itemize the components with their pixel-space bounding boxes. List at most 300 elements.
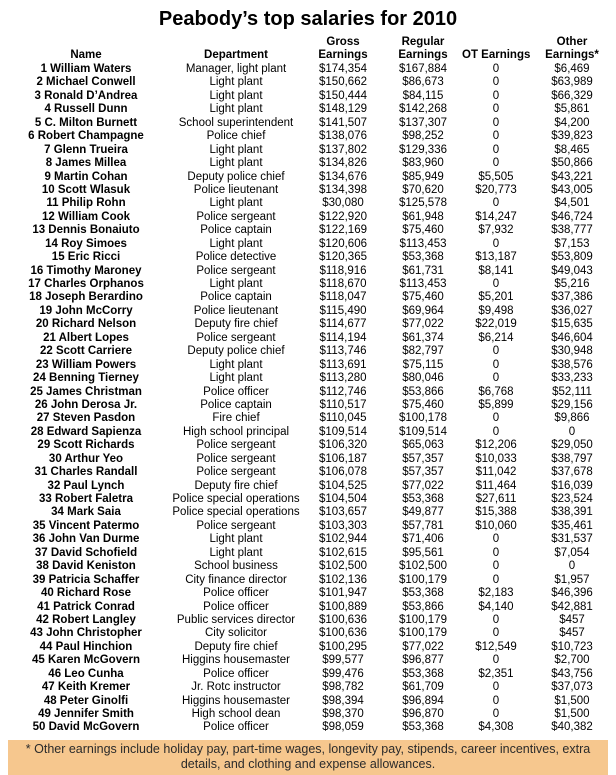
name-cell: 45 Karen McGovern [31, 654, 140, 667]
gross-cell: $120,365 [319, 251, 367, 264]
department-cell: High school dean [191, 708, 281, 720]
department-cell: Police officer [203, 385, 269, 398]
regular-cell: $70,620 [402, 183, 444, 196]
gross-cell: $104,525 [319, 479, 367, 492]
name-cell: 13 Dennis Bonaiuto [32, 224, 140, 237]
regular-cell: $100,179 [399, 573, 447, 586]
ot-cell: 0 [492, 103, 500, 116]
name-cell: 10 Scott Wlasuk [41, 183, 131, 196]
regular-cell: $69,964 [402, 304, 444, 317]
gross-cell: $110,517 [319, 398, 367, 411]
gross-cell: $113,746 [319, 345, 367, 358]
regular-cell: $137,307 [399, 116, 447, 129]
gross-cell: $134,826 [319, 157, 367, 170]
ot-cell: $12,549 [475, 640, 517, 653]
regular-cell: $77,022 [402, 318, 444, 331]
other-cell: $50,866 [551, 157, 593, 170]
name-cell: 27 Steven Pasdon [36, 412, 136, 425]
regular-cell: $83,960 [402, 157, 444, 170]
ot-cell: 0 [492, 412, 500, 425]
regular-cell: $53,368 [402, 493, 444, 505]
name-cell: 14 Roy Simoes [45, 237, 127, 250]
ot-cell: 0 [492, 116, 500, 129]
regular-cell: $71,406 [402, 533, 444, 546]
ot-cell: 0 [492, 533, 500, 546]
other-cell: $1,500 [554, 708, 590, 720]
other-cell: $37,386 [551, 291, 593, 304]
department-cell: Deputy fire chief [194, 640, 278, 653]
column-header-other-earnings [530, 36, 614, 62]
gross-cell: $122,920 [319, 210, 367, 223]
department-cell: Public services director [176, 613, 296, 626]
regular-cell: $82,797 [402, 345, 444, 358]
department-cell: Light plant [209, 89, 263, 102]
table-row [2, 117, 616, 130]
regular-cell: $95,561 [402, 546, 444, 559]
department-cell: Deputy fire chief [194, 318, 278, 331]
name-cell: 37 David Schofield [34, 546, 138, 559]
department-cell: Police sergeant [196, 452, 276, 465]
department-cell: Light plant [209, 372, 263, 385]
regular-cell: $85,949 [402, 170, 444, 183]
column-header-line: Name [70, 49, 102, 61]
ot-cell: 0 [492, 372, 500, 385]
ot-cell: $9,498 [478, 304, 514, 317]
department-cell: Police sergeant [196, 519, 276, 532]
regular-cell: $61,731 [402, 264, 444, 277]
ot-cell: $5,201 [478, 291, 514, 304]
department-cell: Police officer [203, 600, 269, 613]
name-cell: 29 Scott Richards [37, 439, 135, 452]
ot-cell: 0 [492, 613, 500, 626]
gross-cell: $110,045 [319, 412, 367, 425]
regular-cell: $102,500 [399, 560, 447, 573]
name-cell: 44 Paul Hinchion [39, 640, 133, 653]
table-header-row [2, 36, 616, 62]
name-cell: 1 William Waters [40, 63, 132, 75]
department-cell: Police officer [203, 721, 269, 734]
column-header-line: Earnings* [545, 49, 599, 61]
other-cell: $4,501 [554, 197, 590, 210]
gross-cell: $150,662 [319, 76, 367, 89]
department-cell: Deputy police chief [187, 170, 285, 183]
department-cell: Police special operations [172, 506, 300, 519]
ot-cell: $27,611 [475, 493, 517, 505]
gross-cell: $99,476 [322, 667, 364, 680]
regular-cell: $96,877 [402, 654, 444, 667]
ot-cell: $8,141 [478, 264, 514, 277]
other-cell: 0 [568, 560, 576, 573]
department-cell: Higgins housemaster [181, 694, 291, 707]
regular-cell: $80,046 [402, 372, 444, 385]
regular-cell: $53,368 [402, 251, 444, 264]
ot-cell: $5,899 [478, 398, 514, 411]
table-row [2, 157, 616, 170]
ot-cell: $10,060 [475, 519, 517, 532]
name-cell: 9 Martin Cohan [44, 170, 128, 183]
name-cell: 38 David Keniston [36, 560, 136, 573]
name-cell: 35 Vincent Patermo [32, 519, 140, 532]
gross-cell: $122,169 [319, 224, 367, 237]
other-cell: $5,216 [554, 278, 590, 290]
name-cell: 7 Glenn Trueira [44, 143, 128, 156]
ot-cell: $5,505 [478, 170, 514, 183]
other-cell: $10,723 [551, 640, 593, 653]
department-cell: High school principal [182, 425, 290, 438]
other-cell: $9,866 [554, 412, 590, 425]
regular-cell: $113,453 [399, 237, 447, 250]
table-row [2, 184, 616, 197]
other-cell: $46,604 [551, 331, 593, 344]
gross-cell: $30,080 [322, 197, 364, 210]
department-cell: Police officer [203, 667, 269, 680]
other-cell: $31,537 [551, 533, 593, 546]
name-cell: 17 Charles Orphanos [28, 278, 144, 290]
ot-cell: 0 [492, 76, 500, 89]
column-header-department [170, 49, 302, 62]
other-cell: $15,635 [551, 318, 593, 331]
table-row [2, 224, 616, 237]
other-cell: $46,396 [551, 587, 593, 600]
table-row [2, 265, 616, 278]
regular-cell: $61,709 [402, 681, 444, 694]
gross-cell: $99,577 [322, 654, 364, 667]
gross-cell: $102,615 [319, 546, 367, 559]
regular-cell: $129,336 [399, 143, 447, 156]
table-row [2, 63, 616, 76]
table-row [2, 601, 616, 614]
gross-cell: $98,394 [322, 694, 364, 707]
name-cell: 46 Leo Cunha [48, 667, 124, 680]
name-cell: 5 C. Milton Burnett [34, 116, 138, 129]
table-row [2, 426, 616, 439]
ot-cell: 0 [492, 278, 500, 290]
column-header-line: Earnings [318, 49, 368, 61]
gross-cell: $98,059 [322, 721, 364, 734]
gross-cell: $106,320 [319, 439, 367, 452]
ot-cell: 0 [492, 130, 500, 143]
name-cell: 21 Albert Lopes [43, 331, 129, 344]
table-row [2, 251, 616, 264]
column-header-ot-earnings [462, 49, 530, 62]
regular-cell: $75,460 [402, 224, 444, 237]
table-row [2, 453, 616, 466]
name-cell: 19 John McCorry [39, 304, 133, 317]
gross-cell: $113,691 [319, 358, 367, 371]
ot-cell: $4,140 [478, 600, 514, 613]
regular-cell: $98,252 [402, 130, 444, 143]
column-header-line: Gross [326, 36, 360, 48]
other-cell: $43,005 [551, 183, 593, 196]
table-row [2, 480, 616, 493]
table-row [2, 238, 616, 251]
table-row [2, 520, 616, 533]
ot-cell: 0 [492, 157, 500, 170]
other-cell: $33,233 [551, 372, 593, 385]
table-row [2, 90, 616, 103]
other-cell: $1,500 [554, 694, 590, 707]
gross-cell: $98,370 [322, 708, 364, 720]
regular-cell: $77,022 [402, 640, 444, 653]
name-cell: 36 John Van Durme [32, 533, 140, 546]
other-cell: $7,054 [554, 546, 590, 559]
department-cell: Police sergeant [196, 264, 276, 277]
ot-cell: 0 [492, 237, 500, 250]
department-cell: Police captain [200, 291, 272, 304]
department-cell: Police sergeant [196, 466, 276, 479]
department-cell: Light plant [209, 533, 263, 546]
regular-cell: $100,179 [399, 613, 447, 626]
other-cell: $37,678 [551, 466, 593, 479]
gross-cell: $118,916 [319, 264, 367, 277]
department-cell: Police chief [206, 130, 266, 143]
salary-table [0, 36, 616, 735]
name-cell: 20 Richard Nelson [35, 318, 137, 331]
other-cell: $38,391 [551, 506, 593, 519]
regular-cell: $65,063 [402, 439, 444, 452]
department-cell: Police sergeant [196, 439, 276, 452]
ot-cell: 0 [492, 143, 500, 156]
table-row [2, 708, 616, 721]
department-cell: Light plant [209, 157, 263, 170]
department-cell: Deputy police chief [187, 345, 285, 358]
table-row [2, 721, 616, 734]
column-header-regular-earnings [384, 36, 462, 62]
table-row [2, 654, 616, 667]
department-cell: Fire chief [212, 412, 260, 425]
table-row [2, 345, 616, 358]
name-cell: 11 Philip Rohn [46, 197, 126, 210]
name-cell: 49 Jennifer Smith [38, 708, 134, 720]
other-cell: $53,809 [551, 251, 593, 264]
regular-cell: $57,781 [402, 519, 444, 532]
table-row [2, 533, 616, 546]
other-cell: 0 [568, 425, 576, 438]
name-cell: 39 Patricia Schaffer [32, 573, 140, 586]
table-row [2, 291, 616, 304]
table-row [2, 466, 616, 479]
column-header-line: Other [556, 36, 588, 48]
ot-cell: $22,019 [475, 318, 517, 331]
other-cell: $52,111 [552, 385, 592, 398]
name-cell: 31 Charles Randall [34, 466, 138, 479]
name-cell: 47 Keith Kremer [41, 681, 131, 694]
table-row [2, 305, 616, 318]
gross-cell: $100,636 [319, 627, 367, 640]
name-cell: 18 Joseph Berardino [29, 291, 143, 304]
ot-cell: 0 [492, 425, 500, 438]
regular-cell: $75,460 [402, 291, 444, 304]
ot-cell: $11,042 [475, 466, 517, 479]
table-row [2, 372, 616, 385]
other-cell: $43,756 [551, 667, 593, 680]
table-row [2, 627, 616, 640]
department-cell: Higgins housemaster [181, 654, 291, 667]
other-cell: $30,948 [551, 345, 593, 358]
regular-cell: $84,115 [402, 89, 444, 102]
other-cell: $38,576 [551, 358, 593, 371]
ot-cell: 0 [492, 627, 500, 640]
regular-cell: $77,022 [402, 479, 444, 492]
other-cell: $29,050 [551, 439, 593, 452]
name-cell: 28 Edward Sapienza [30, 425, 142, 438]
department-cell: Police sergeant [196, 331, 276, 344]
ot-cell: 0 [492, 345, 500, 358]
footnote: * Other earnings include holiday pay, part-time wages, longevity pay, stipends, career incentives, extra details, and clothing and expense allowances. [8, 740, 608, 775]
department-cell: City finance director [185, 573, 287, 586]
regular-cell: $75,115 [402, 358, 444, 371]
ot-cell: $13,187 [475, 251, 517, 264]
gross-cell: $141,507 [319, 116, 367, 129]
other-cell: $35,461 [551, 519, 593, 532]
ot-cell: 0 [492, 63, 500, 75]
regular-cell: $53,368 [402, 667, 444, 680]
table-row [2, 76, 616, 89]
regular-cell: $125,578 [399, 197, 447, 210]
gross-cell: $118,047 [319, 291, 367, 304]
department-cell: Light plant [209, 358, 263, 371]
other-cell: $2,700 [554, 654, 590, 667]
table-row [2, 359, 616, 372]
name-cell: 2 Michael Conwell [36, 76, 136, 89]
table-row [2, 399, 616, 412]
other-cell: $5,861 [554, 103, 590, 116]
other-cell: $43,221 [551, 170, 593, 183]
column-header-line: Earnings [398, 49, 448, 61]
other-cell: $7,153 [554, 237, 590, 250]
department-cell: Police detective [195, 251, 277, 264]
gross-cell: $150,444 [319, 89, 367, 102]
ot-cell: 0 [492, 681, 500, 694]
name-cell: 43 John Christopher [30, 627, 142, 640]
regular-cell: $53,368 [402, 587, 444, 600]
department-cell: Jr. Rotc instructor [191, 681, 281, 694]
regular-cell: $109,514 [399, 425, 447, 438]
table-row [2, 493, 616, 506]
department-cell: Deputy fire chief [194, 479, 278, 492]
gross-cell: $113,280 [319, 372, 367, 385]
department-cell: School business [194, 560, 278, 573]
table-row [2, 560, 616, 573]
other-cell: $66,329 [551, 89, 593, 102]
ot-cell: 0 [492, 197, 500, 210]
table-row [2, 197, 616, 210]
table-row [2, 386, 616, 399]
ot-cell: $15,388 [475, 506, 517, 519]
gross-cell: $100,636 [319, 613, 367, 626]
gross-cell: $100,889 [319, 600, 367, 613]
regular-cell: $86,673 [402, 76, 444, 89]
regular-cell: $57,357 [402, 452, 444, 465]
ot-cell: 0 [492, 654, 500, 667]
other-cell: $39,823 [551, 130, 593, 143]
ot-cell: $10,033 [475, 452, 517, 465]
department-cell: Light plant [209, 278, 263, 290]
regular-cell: $100,179 [399, 627, 447, 640]
other-cell: $23,524 [551, 493, 593, 505]
regular-cell: $61,948 [402, 210, 444, 223]
gross-cell: $100,295 [319, 640, 367, 653]
ot-cell: 0 [492, 573, 500, 586]
table-row [2, 130, 616, 143]
gross-cell: $104,504 [319, 493, 367, 505]
name-cell: 12 William Cook [41, 210, 131, 223]
ot-cell: 0 [492, 89, 500, 102]
gross-cell: $134,398 [319, 183, 367, 196]
other-cell: $16,039 [551, 479, 593, 492]
regular-cell: $113,453 [399, 278, 447, 290]
ot-cell: 0 [492, 694, 500, 707]
department-cell: Police captain [200, 224, 272, 237]
regular-cell: $57,357 [402, 466, 444, 479]
name-cell: 40 Richard Rose [40, 587, 132, 600]
other-cell: $457 [559, 613, 585, 626]
department-cell: School superintendent [178, 116, 294, 129]
table-row [2, 614, 616, 627]
regular-cell: $53,866 [402, 385, 444, 398]
other-cell: $1,957 [554, 573, 590, 586]
column-header-gross-earnings [302, 36, 384, 62]
gross-cell: $109,514 [319, 425, 367, 438]
department-cell: Police captain [200, 398, 272, 411]
ot-cell: $4,308 [478, 721, 514, 734]
regular-cell: $167,884 [399, 63, 447, 75]
ot-cell: $14,247 [475, 210, 517, 223]
gross-cell: $102,944 [319, 533, 367, 546]
column-header-line: Department [204, 49, 268, 61]
name-cell: 32 Paul Lynch [47, 479, 125, 492]
gross-cell: $114,194 [319, 331, 367, 344]
gross-cell: $120,606 [319, 237, 367, 250]
name-cell: 22 Scott Carriere [39, 345, 133, 358]
department-cell: City solicitor [205, 627, 267, 640]
gross-cell: $106,078 [319, 466, 367, 479]
name-cell: 33 Robert Faletra [39, 493, 133, 505]
gross-cell: $103,303 [319, 519, 367, 532]
name-cell: 34 Mark Saia [51, 506, 121, 519]
name-cell: 3 Ronald D’Andrea [34, 89, 138, 102]
regular-cell: $49,877 [402, 506, 444, 519]
ot-cell: $11,464 [475, 479, 517, 492]
department-cell: Light plant [209, 237, 263, 250]
other-cell: $63,989 [551, 76, 593, 89]
other-cell: $49,043 [551, 264, 593, 277]
name-cell: 25 James Christman [30, 385, 142, 398]
table-row [2, 171, 616, 184]
table-row [2, 668, 616, 681]
table-row [2, 318, 616, 331]
name-cell: 24 Benning Tierney [33, 372, 139, 385]
table-row [2, 547, 616, 560]
gross-cell: $103,657 [319, 506, 367, 519]
other-cell: $29,156 [551, 398, 593, 411]
other-cell: $40,382 [551, 721, 593, 734]
gross-cell: $102,500 [319, 560, 367, 573]
department-cell: Police special operations [172, 493, 300, 505]
ot-cell: $12,206 [475, 439, 517, 452]
other-cell: $4,200 [554, 116, 590, 129]
gross-cell: $174,354 [319, 63, 367, 75]
regular-cell: $75,460 [402, 398, 444, 411]
gross-cell: $148,129 [319, 103, 367, 116]
name-cell: 50 David McGovern [32, 721, 140, 734]
column-header-line: OT Earnings [462, 49, 531, 61]
table-row [2, 278, 616, 291]
name-cell: 42 Robert Langley [36, 613, 136, 626]
table-row [2, 103, 616, 116]
gross-cell: $118,670 [319, 278, 367, 290]
other-cell: $42,881 [551, 600, 593, 613]
